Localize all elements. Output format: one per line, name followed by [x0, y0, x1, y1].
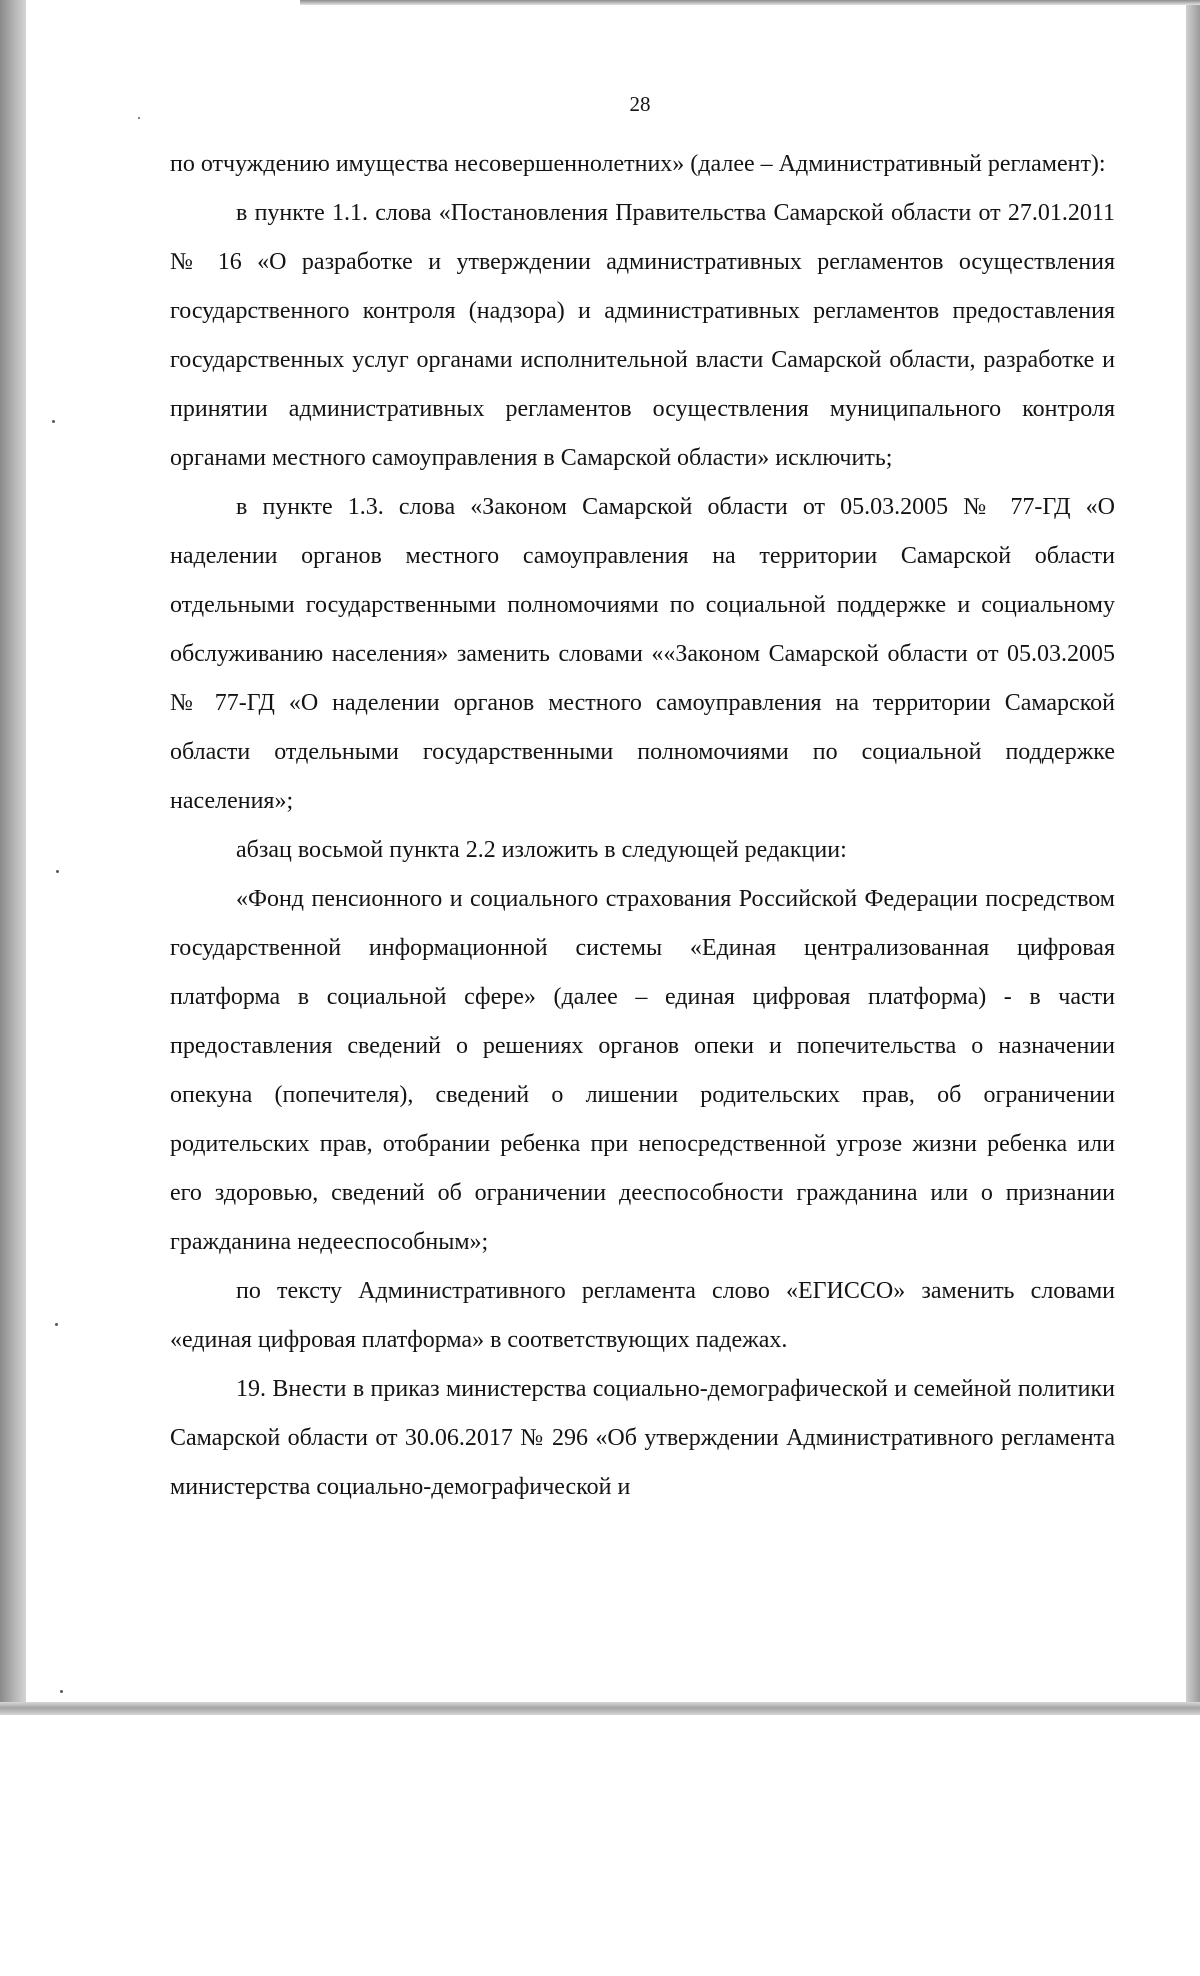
paragraph-replacement: по тексту Административного регламента слово «ЕГИССО» заменить словами «единая цифровая платформа» в соответствующих падежах.: [170, 1278, 1115, 1353]
scan-speck: [138, 117, 140, 119]
scan-speck: [52, 420, 55, 423]
page-number: 28: [629, 92, 651, 116]
paragraph-item-2-2: абзац восьмой пункта 2.2 изложить в следующей редакции:: [236, 837, 847, 863]
paragraph-item-1-1: в пункте 1.1. слова «Постановления Правительства Самарской области от 27.01.2011 № 16 «О разработке и утверждении административных регламентов осуществления государственного контроля (надзора) и административных регламентов предоставления государственных услуг органами исполнительной власти Самарской области, разработке и принятии административных регламентов осуществления муниципального контроля органами местного самоуправления в Самарской области» исключить;: [170, 200, 1115, 471]
paragraph-item-19: 19. Внести в приказ министерства социально-демографической и семейной политики Самарской области от 30.06.2017 № 296 «Об утверждении Административного регламента министерства социально-демографической и: [170, 1376, 1115, 1500]
paragraph-continuation: по отчуждению имущества несовершеннолетних» (далее – Административный регламент):: [170, 151, 1106, 177]
paragraph-quoted-text: «Фонд пенсионного и социального страхования Российской Федерации посредством государственной информационной системы «Единая централизованная цифровая платформа в социальной сфере» (далее – единая цифровая платформа) - в части предоставления сведений о решениях органов опеки и попечительства о назначении опекуна (попечителя), сведений о лишении родительских прав, об ограничении родительских прав, отобрании ребенка при непосредственной угрозе жизни ребенка или его здоровью, сведений об ограничении дееспособности гражданина или о признании гражданина недееспособным»;: [170, 886, 1115, 1255]
paragraph-item-1-3: в пункте 1.3. слова «Законом Самарской области от 05.03.2005 № 77-ГД «О наделении органов местного самоуправления на территории Самарской области отдельными государственными полномочиями по социальной поддержке и социальному обслуживанию населения» заменить словами ««Законом Самарской области от 05.03.2005 № 77-ГД «О наделении органов местного самоуправления на территории Самарской области отдельными государственными полномочиями по социальной поддержке населения»;: [170, 494, 1115, 814]
scan-speck: [56, 870, 59, 873]
scan-left-shadow: [0, 0, 26, 1715]
scan-speck: [60, 1690, 63, 1693]
scan-top-edge: [300, 0, 1200, 5]
scan-bottom-edge: [0, 1702, 1200, 1715]
scan-speck: [55, 1323, 58, 1326]
document-body: [170, 140, 1115, 1512]
scan-right-shadow: [1186, 0, 1200, 1715]
